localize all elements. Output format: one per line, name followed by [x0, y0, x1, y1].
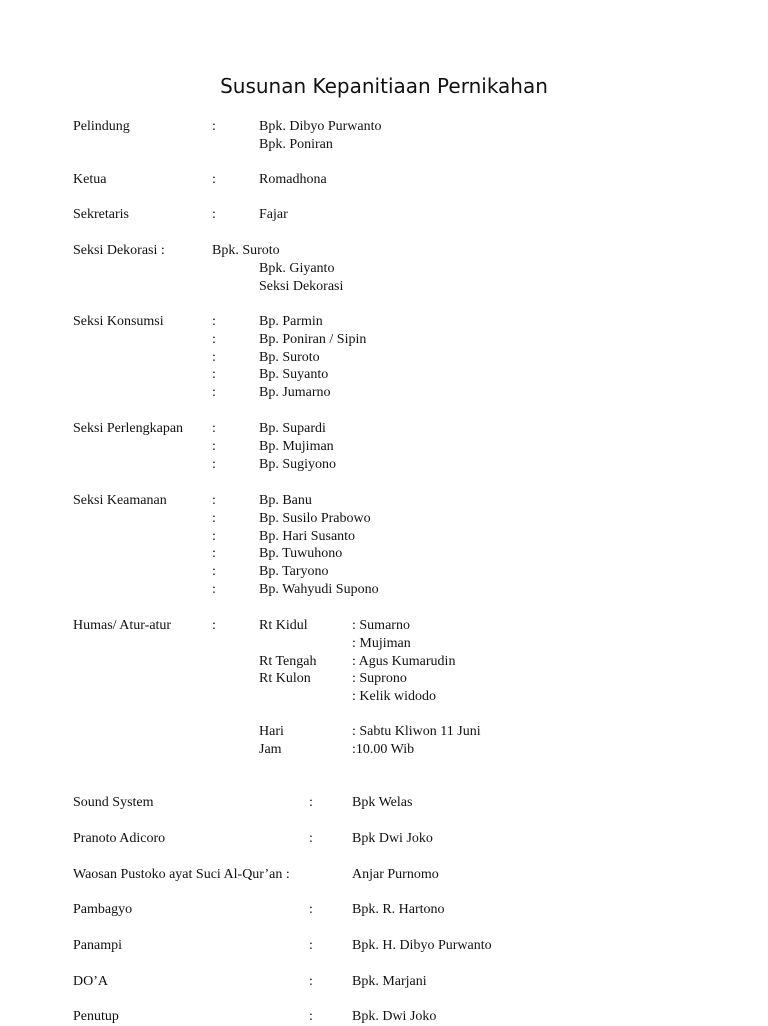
- member-name: Bp. Sugiyono: [259, 456, 337, 472]
- member-name: Bpk. Giyanto: [259, 260, 335, 276]
- schedule-label: Hari: [259, 724, 284, 739]
- program-value: Bpk. Dwi Joko: [352, 1009, 437, 1024]
- humas-name: : Agus Kumarudin: [352, 653, 456, 669]
- program-label: Waosan Pustoko ayat Suci Al-Qur’an :: [73, 867, 290, 882]
- colon-separator: :: [212, 119, 216, 134]
- colon-separator: :: [212, 564, 216, 580]
- program-value: Anjar Purnomo: [352, 867, 439, 882]
- colon-separator: :: [212, 331, 216, 347]
- colon-separator: :: [212, 207, 216, 222]
- program-label: Pranoto Adicoro: [73, 831, 166, 846]
- humas-name: : Kelik widodo: [352, 689, 436, 705]
- member-name: Bpk. Suroto: [212, 243, 280, 258]
- member-name: Bp. Tuwuhono: [259, 546, 343, 562]
- program-label: Penutup: [73, 1009, 119, 1024]
- section-label: Ketua: [73, 172, 107, 187]
- colon-separator: :: [309, 974, 313, 989]
- member-name: Bp. Jumarno: [259, 385, 331, 401]
- member-name: Bp. Poniran / Sipin: [259, 331, 367, 347]
- colon-separator: :: [212, 618, 216, 633]
- colon-separator: :: [212, 421, 216, 436]
- member-name: Bp. Susilo Prabowo: [259, 510, 371, 526]
- colon-separator: :: [309, 795, 313, 810]
- colon-separator: :: [212, 493, 216, 508]
- humas-rt-label: Rt Kidul: [259, 618, 308, 633]
- colon-separator: :: [309, 1009, 313, 1024]
- member-name: Bp. Hari Susanto: [259, 528, 356, 544]
- program-value: Bpk. R. Hartono: [352, 902, 445, 917]
- humas-name: : Sumarno: [352, 618, 410, 633]
- program-value: Bpk. H. Dibyo Purwanto: [352, 938, 492, 953]
- member-name: Bp. Parmin: [259, 314, 323, 329]
- colon-separator: :: [212, 172, 216, 187]
- section-label: Seksi Keamanan: [73, 493, 167, 508]
- schedule-value: :10.00 Wib: [352, 741, 415, 757]
- colon-separator: :: [309, 831, 313, 846]
- member-name: Bpk. Dibyo Purwanto: [259, 119, 382, 134]
- section-label: Sekretaris: [73, 207, 129, 222]
- program-value: Bpk Dwi Joko: [352, 831, 433, 846]
- colon-separator: :: [309, 902, 313, 917]
- schedule-value: : Sabtu Kliwon 11 Juni: [352, 724, 481, 739]
- member-name: Bp. Suroto: [259, 349, 320, 365]
- colon-separator: :: [212, 385, 216, 401]
- section-label: Seksi Konsumsi: [73, 314, 164, 329]
- section-label: Humas/ Atur-atur: [73, 618, 172, 633]
- member-name: Romadhona: [259, 172, 327, 187]
- colon-separator: :: [212, 367, 216, 383]
- program-value: Bpk Welas: [352, 795, 413, 810]
- section-label: Seksi Perlengkapan: [73, 421, 184, 436]
- member-name: Bp. Wahyudi Supono: [259, 582, 379, 597]
- member-name: Seksi Dekorasi: [259, 278, 344, 294]
- humas-rt-label: Rt Kulon: [259, 671, 311, 687]
- colon-separator: :: [212, 582, 216, 597]
- program-label: DO’A: [73, 974, 108, 989]
- member-name: Bp. Taryono: [259, 564, 329, 580]
- section-label: Pelindung: [73, 119, 130, 134]
- program-label: Panampi: [73, 938, 122, 953]
- page-title: Susunan Kepanitiaan Pernikahan: [220, 74, 548, 98]
- humas-name: : Suprono: [352, 671, 407, 687]
- colon-separator: :: [309, 938, 313, 953]
- member-name: Bp. Supardi: [259, 421, 326, 436]
- member-name: Fajar: [259, 207, 288, 222]
- humas-name: : Mujiman: [352, 635, 411, 651]
- colon-separator: :: [212, 349, 216, 365]
- schedule-label: Jam: [259, 741, 282, 757]
- colon-separator: :: [212, 438, 216, 454]
- member-name: Bp. Suyanto: [259, 367, 329, 383]
- program-label: Pambagyo: [73, 902, 133, 917]
- colon-separator: :: [212, 510, 216, 526]
- program-label: Sound System: [73, 795, 154, 810]
- colon-separator: :: [212, 456, 216, 472]
- section-label: Seksi Dekorasi :: [73, 243, 165, 258]
- program-value: Bpk. Marjani: [352, 974, 427, 989]
- colon-separator: :: [212, 528, 216, 544]
- colon-separator: :: [212, 546, 216, 562]
- colon-separator: :: [212, 314, 216, 329]
- member-name: Bpk. Poniran: [259, 136, 333, 152]
- humas-rt-label: Rt Tengah: [259, 653, 317, 669]
- member-name: Bp. Banu: [259, 493, 312, 508]
- member-name: Bp. Mujiman: [259, 438, 334, 454]
